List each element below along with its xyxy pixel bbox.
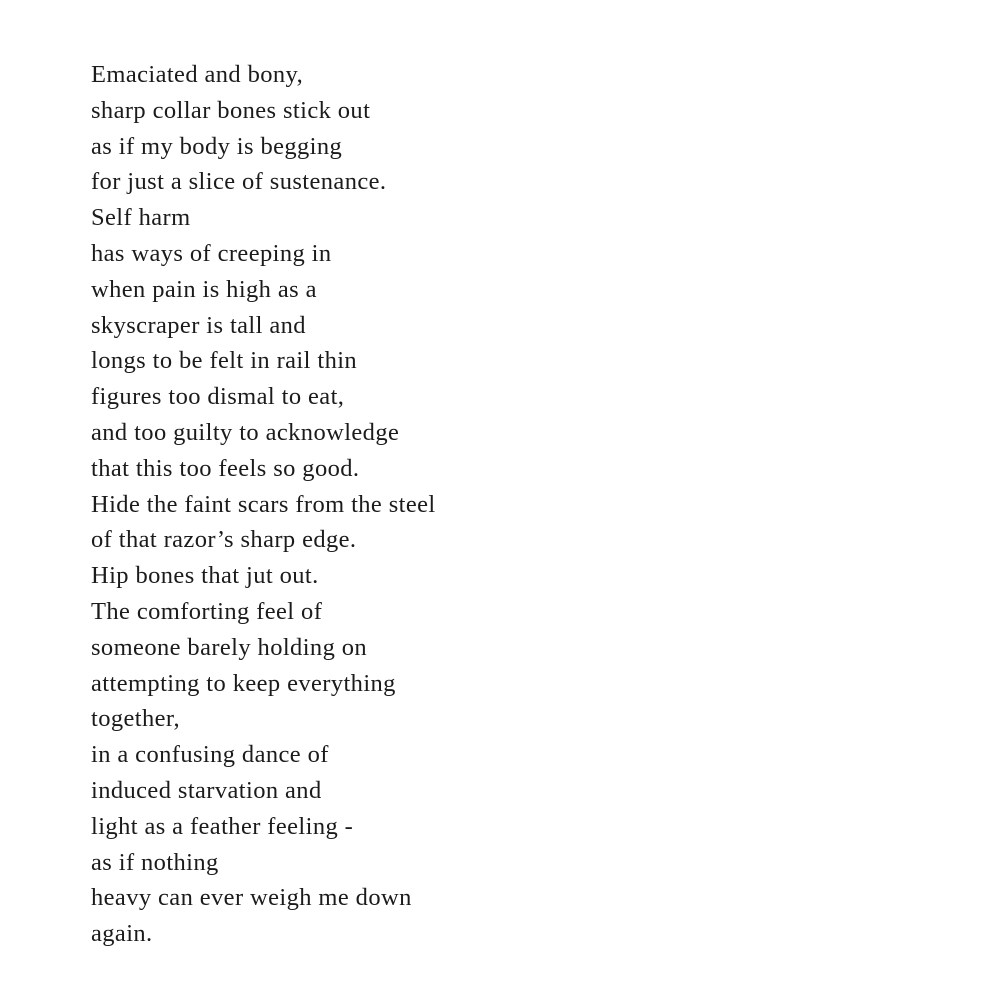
poem-line: of that razor’s sharp edge. xyxy=(91,526,357,554)
poem-body xyxy=(91,57,436,952)
poem-line: when pain is high as a xyxy=(91,275,317,303)
poem-line: Hip bones that jut out. xyxy=(91,562,319,590)
poem-line: sharp collar bones stick out xyxy=(91,96,371,124)
poem-line: and too guilty to acknowledge xyxy=(91,418,400,446)
poem-line: Emaciated and bony, xyxy=(91,61,304,88)
poem-line: attempting to keep everything xyxy=(91,669,396,697)
poem-line: for just a slice of sustenance. xyxy=(91,168,387,196)
poem-line: light as a feather feeling - xyxy=(91,812,354,840)
poem-line: as if nothing xyxy=(91,848,219,876)
poem-line: in a confusing dance of xyxy=(91,741,329,769)
poem-line: again. xyxy=(91,920,153,948)
poem-line: someone barely holding on xyxy=(91,633,368,661)
poem-line: that this too feels so good. xyxy=(91,454,360,482)
poem-line: Hide the faint scars from the steel xyxy=(91,490,436,518)
poem-line: figures too dismal to eat, xyxy=(91,383,345,411)
poem-line: longs to be felt in rail thin xyxy=(91,347,358,375)
poem-line: induced starvation and xyxy=(91,776,322,804)
poem-line: Self harm xyxy=(91,204,191,232)
poem-line: has ways of creeping in xyxy=(91,239,332,267)
poem-line: heavy can ever weigh me down xyxy=(91,884,412,912)
poem-line: as if my body is begging xyxy=(91,132,343,160)
poem-line: skyscraper is tall and xyxy=(91,311,306,339)
poem-line: The comforting feel of xyxy=(91,597,323,625)
poem-line: together, xyxy=(91,705,181,733)
